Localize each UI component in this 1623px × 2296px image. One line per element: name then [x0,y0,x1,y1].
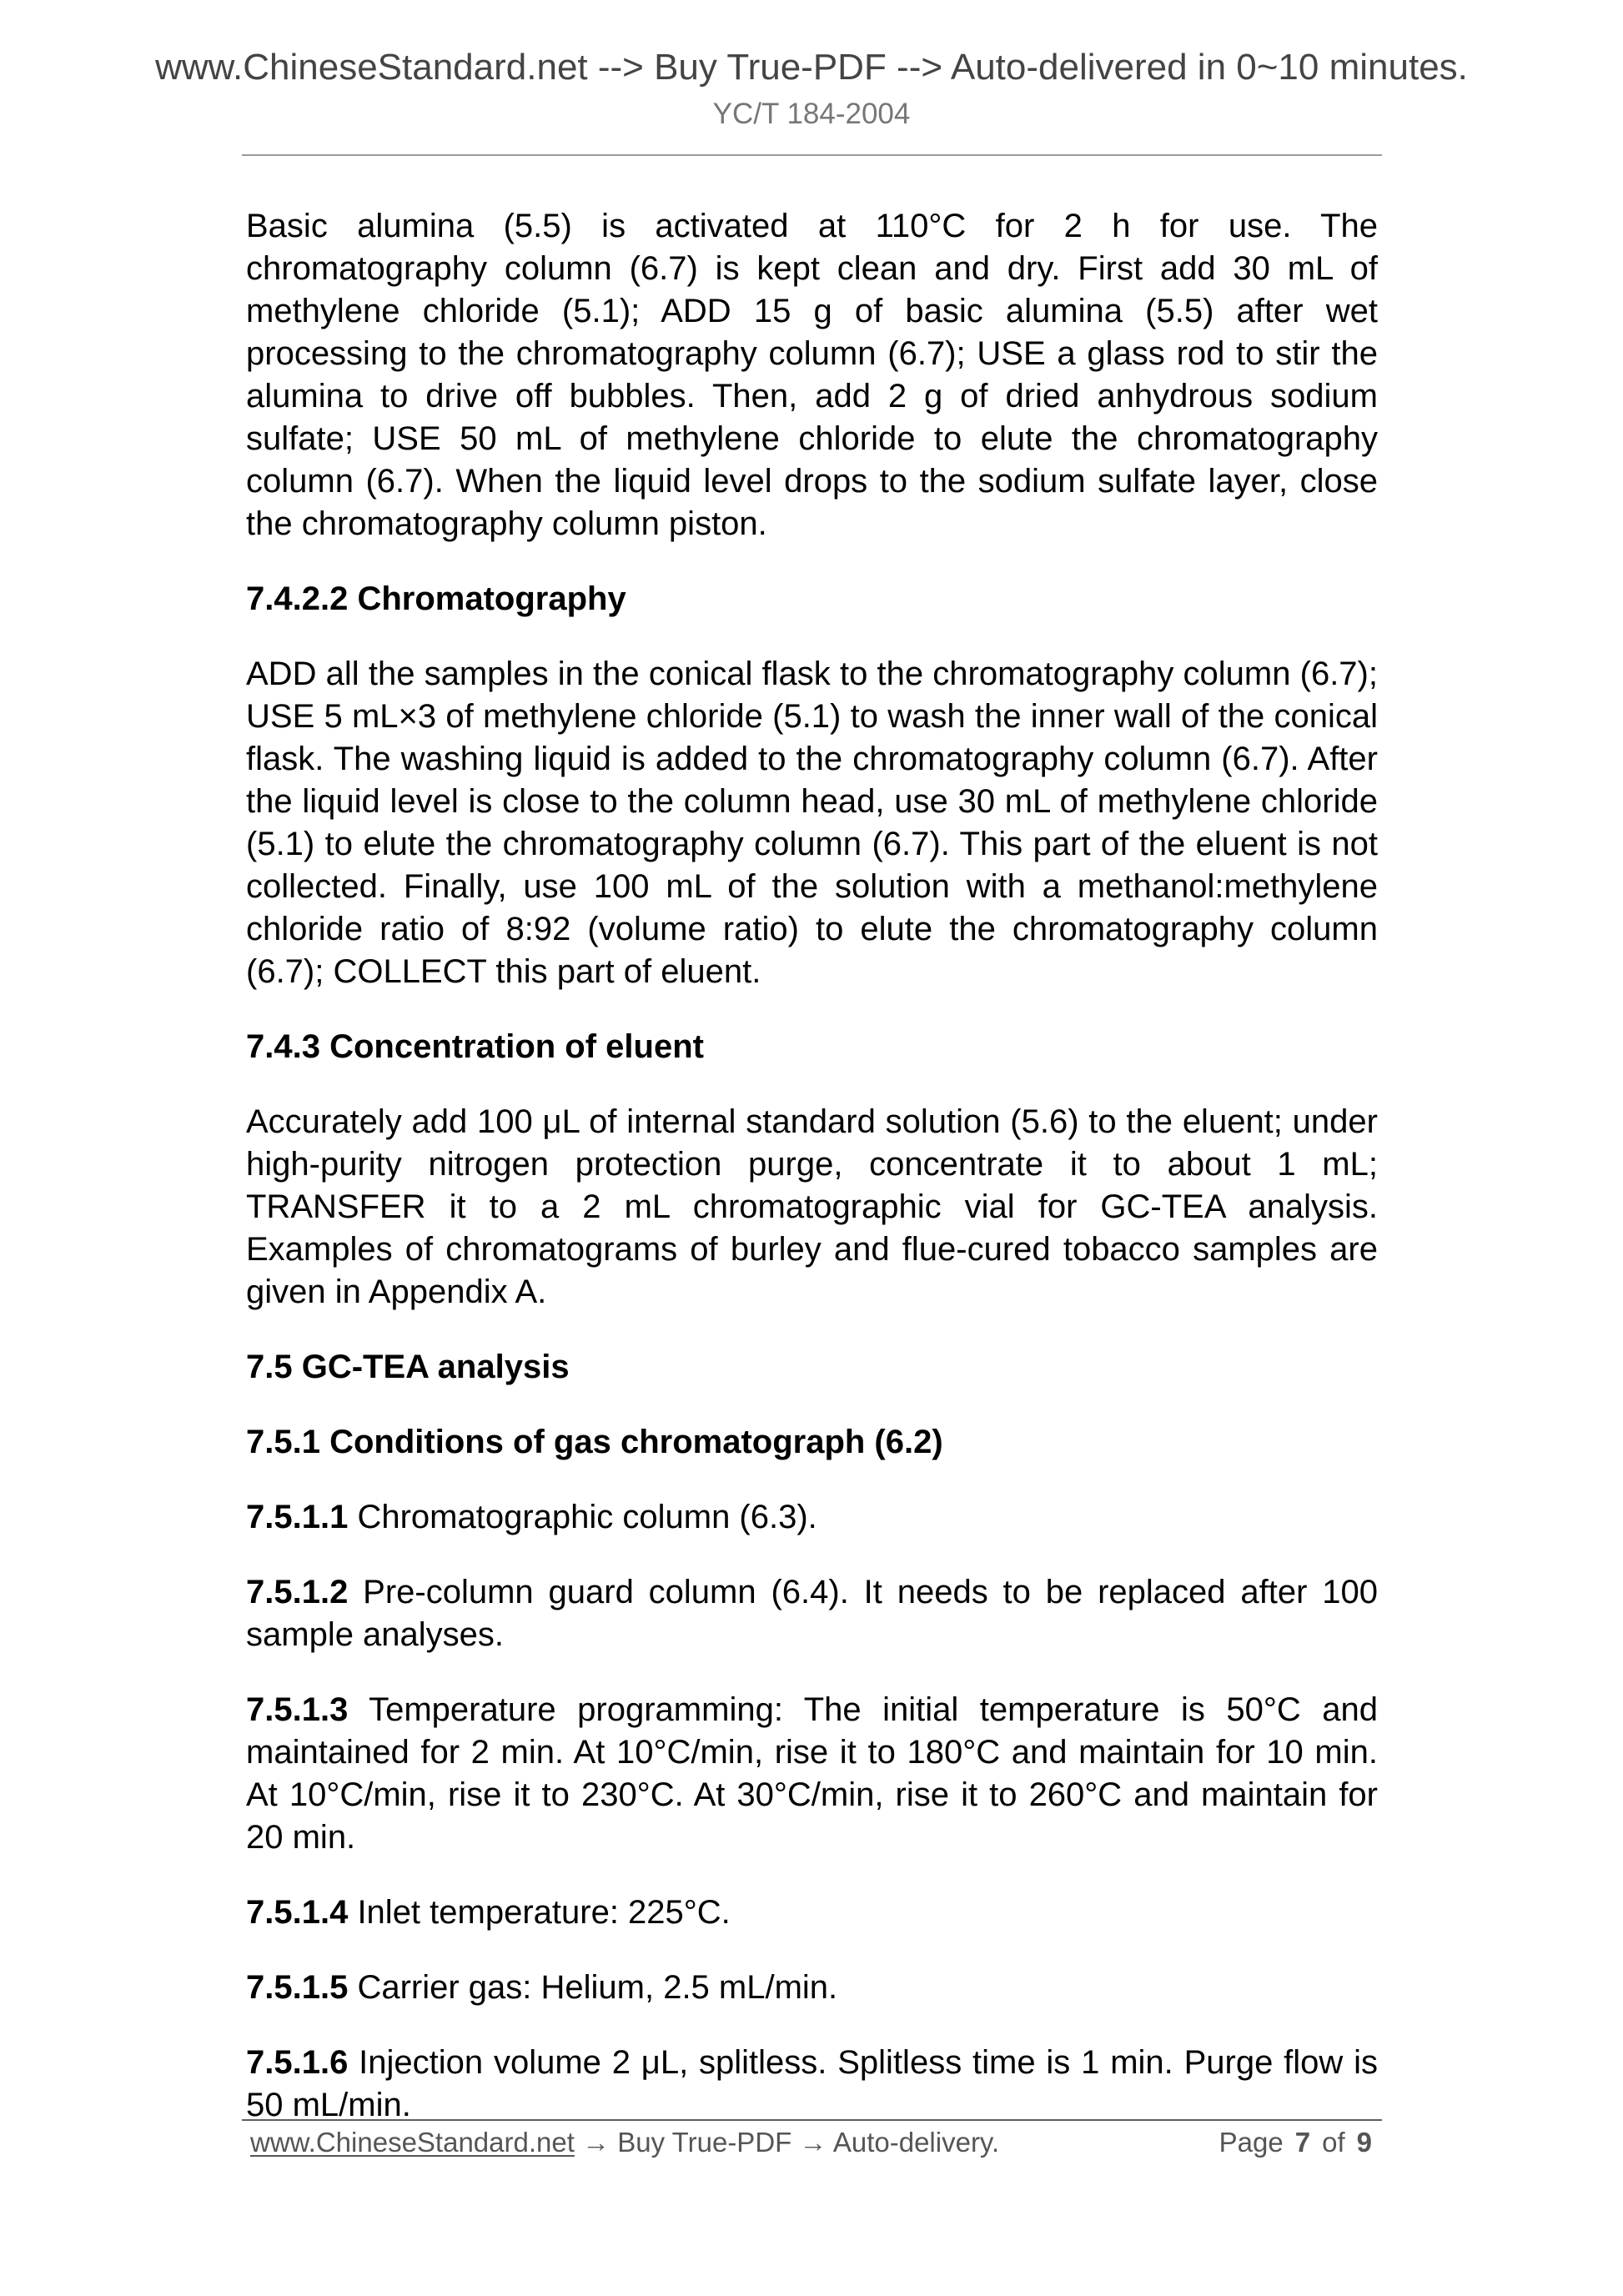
arrow-right-icon: → [582,2127,611,2158]
clause-number: 7.5.1.4 [246,1894,349,1931]
clause-number: 7.5.1.3 [246,1691,349,1728]
page-label: Page [1219,2127,1284,2158]
footer-divider [242,2119,1382,2121]
clause-text: Inlet temperature: 225°C. [348,1894,731,1931]
clause-7-5-1-4 [246,1892,1378,1934]
paragraph-chromatography: ADD all the samples in the conical flask to the chromatography column (6.7); USE 5 mL×3 of methylene chloride (5.1) to wash the inner wall of the conical flask. The washing liquid is added to the chromatography column (6.7). After the liquid level is close to the column head, use 30 mL of methylene chloride (5.1) to elute the chromatography column (6.7). This part of the eluent is not collected. Finally, use 100 mL of the solution with a methanol:methylene chloride ratio of 8:92 (volume ratio) to elute the chromatography column (6.7); COLLECT this part of eluent. [246,656,1378,990]
clause-7-5-1-6 [246,2042,1378,2127]
clause-text: Carrier gas: Helium, 2.5 mL/min. [348,1969,838,2006]
footer-delivery-text: Auto-delivery. [832,2127,1000,2158]
clause-number: 7.5.1.5 [246,1969,349,2006]
section-heading-7-4-2-2: 7.4.2.2 Chromatography [246,580,626,617]
header-banner: www.ChineseStandard.net --> Buy True-PDF --> Auto-delivered in 0~10 minutes. [155,47,1468,88]
header-divider [242,154,1382,156]
document-body [246,205,1378,2159]
section-heading-7-4-3: 7.4.3 Concentration of eluent [246,1028,704,1065]
clause-7-5-1-2 [246,1571,1378,1656]
section-heading-7-5-1: 7.5.1 Conditions of gas chromatograph (6.2) [246,1424,943,1460]
clause-text: Temperature programming: The initial temperature is 50°C and maintained for 2 min. At 10°C/min, rise it to 180°C and maintain for 10 min. At 10°C/min, rise it to 230°C. At 30°C/min, rise it to 260°C and maintain for 20 min. [246,1691,1378,1856]
paragraph-alumina-activation: Basic alumina (5.5) is activated at 110°C for 2 h for use. The chromatography column (6.7) is kept clean and dry. First add 30 mL of methylene chloride (5.1); ADD 15 g of basic alumina (5.5) after wet processing to the chromatography column (6.7); USE a glass rod to stir the alumina to drive off bubbles. Then, add 2 g of dried anhydrous sodium sulfate; USE 50 mL of methylene chloride to elute the chromatography column (6.7). When the liquid level drops to the sodium sulfate layer, close the chromatography column piston. [246,208,1378,542]
document-id: YC/T 184-2004 [712,98,911,130]
clause-number: 7.5.1.2 [246,1574,349,1610]
clause-number: 7.5.1.1 [246,1499,349,1535]
footer-site-link[interactable]: www.ChineseStandard.net [250,2127,575,2158]
of-label: of [1322,2127,1345,2158]
page-indicator [1219,2126,1372,2159]
clause-7-5-1-5 [246,1967,1378,2009]
section-heading-7-5: 7.5 GC-TEA analysis [246,1349,570,1385]
clause-7-5-1-1 [246,1496,1378,1539]
clause-text: Injection volume 2 μL, splitless. Splitless time is 1 min. Purge flow is 50 mL/min. [246,2044,1378,2123]
footer-promo [250,2126,999,2159]
arrow-right-icon: → [799,2127,827,2158]
clause-text: Chromatographic column (6.3). [348,1499,817,1535]
paragraph-concentration: Accurately add 100 μL of internal standard solution (5.6) to the eluent; under high-purity nitrogen protection purge, concentrate it to about 1 mL; TRANSFER it to a 2 mL chromatographic vial for GC-TEA analysis. Examples of chromatograms of burley and flue-cured tobacco samples are given in Appendix A. [246,1103,1378,1310]
current-page-number: 7 [1294,2127,1311,2158]
clause-7-5-1-3 [246,1689,1378,1859]
footer-buy-text: Buy True-PDF [617,2127,792,2158]
clause-number: 7.5.1.6 [246,2044,349,2081]
clause-text: Pre-column guard column (6.4). It needs to be replaced after 100 sample analyses. [246,1574,1378,1653]
total-pages-number: 9 [1356,2127,1372,2158]
